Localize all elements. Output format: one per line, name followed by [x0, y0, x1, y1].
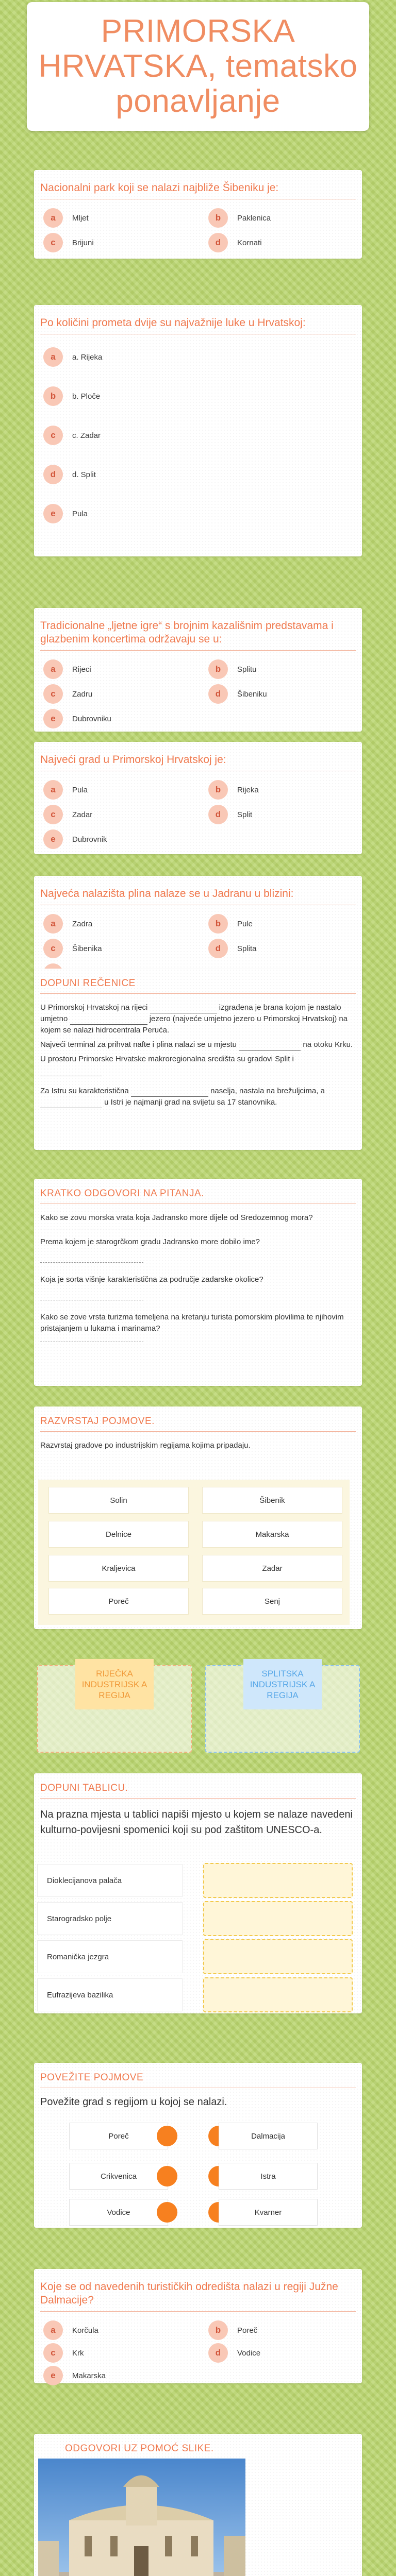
table-instruction: Na prazna mjesta u tablici napiši mjesto u kojem se nalaze navedeni kulturno-povijesni spomenici koji su pod zaštitom UNESCO-a. [40, 1809, 353, 1836]
option-b[interactable]: b Poreč [208, 2320, 257, 2341]
sort-item[interactable]: Zadar [202, 1555, 342, 1582]
match-left-item[interactable]: Poreč [69, 2123, 168, 2149]
question-block-6 [34, 2269, 362, 2383]
option-a[interactable]: a Mljet [43, 208, 89, 228]
match-left-item[interactable]: Vodice [69, 2199, 168, 2226]
short-question-4: Kako se zove vrsta turizma temeljena na kretanju turista pomorskim plovilima te njihovim pristajanjem u lukama i marinama? [40, 1313, 344, 1333]
option-d[interactable]: d Kornati [208, 232, 262, 253]
short-question-1: Kako se zovu morska vrata koja Jadransko more dijele od Sredozemnog mora? [40, 1213, 313, 1222]
option-e[interactable]: e Pula [43, 503, 88, 524]
answer-field[interactable] [40, 1262, 143, 1263]
option-a[interactable]: a Zadra [43, 913, 92, 934]
section-header: POVEŽITE POJMOVE [40, 2072, 144, 2083]
option-b[interactable]: b Pule [208, 913, 253, 934]
photo-question-block-1 [34, 2434, 362, 2576]
table-answer-input[interactable] [203, 1977, 353, 2012]
match-right-item[interactable]: Kvarner [219, 2199, 318, 2226]
sort-item[interactable]: Solin [48, 1487, 189, 1514]
question-text: Koje se od navedenih turističkih odredišta nalazi u regiji Južne Dalmacije? [40, 2281, 338, 2306]
divider [40, 1798, 356, 1799]
bucket-label: RIJEČKA INDUSTRIJSK A REGIJA [75, 1659, 154, 1709]
match-instruction: Povežite grad s regijom u kojoj se nalazi. [40, 2096, 227, 2108]
option-d[interactable]: d Splita [208, 938, 257, 959]
sort-block [34, 1406, 362, 1629]
bucket-label: SPLITSKA INDUSTRIJSK A REGIJA [243, 1659, 322, 1709]
option-b[interactable]: b b. Ploče [43, 386, 100, 406]
section-header: RAZVRSTAJ POJMOVE. [40, 1416, 155, 1427]
option-c[interactable]: c Zadru [43, 684, 92, 704]
question-text: Po količini prometa dvije su najvažnije luke u Hrvatskoj: [40, 317, 306, 329]
section-header: DOPUNI REČENICE [40, 978, 136, 989]
table-row: Starogradsko polje [37, 1901, 353, 1936]
sort-item[interactable]: Poreč [48, 1588, 189, 1615]
divider [40, 650, 356, 651]
question-block-3 [34, 608, 362, 732]
blank-input[interactable] [131, 1096, 208, 1097]
option-a[interactable]: a Rijeci [43, 659, 91, 680]
question-block-1 [34, 170, 362, 259]
option-e[interactable]: e Makarska [43, 2365, 106, 2386]
option-a[interactable]: a Korčula [43, 2320, 98, 2341]
short-question-2: Prema kojem je starogrčkom gradu Jadransko more dobilo ime? [40, 1238, 260, 1246]
option-d[interactable]: d d. Split [43, 464, 96, 485]
cloze-sentence-4: Za Istru su karakteristična naselja, nastala na brežuljcima, a u Istri je najmanji grad na svijetu sa 17 stanovnika. [40, 1086, 356, 1108]
cathedral-photo [38, 2459, 245, 2576]
match-right-item[interactable]: Istra [219, 2163, 318, 2190]
cloze-sentence-3: U prostoru Primorske Hrvatske makroregionalna središta su gradovi Split i [40, 1054, 356, 1076]
divider [40, 993, 356, 994]
cloze-sentence-1: U Primorskoj Hrvatskoj na rijeci izgrađena je brana kojom je nastalo umjetno jezero (najveće umjetno jezero u Primorskoj Hrvatskoj) na kojem se nalazi hidrocentrala Peruća. [40, 1003, 348, 1035]
blank-input[interactable] [70, 1024, 147, 1025]
match-right-item[interactable]: Dalmacija [219, 2123, 318, 2149]
table-row: Romanička jezgra [37, 1939, 353, 1974]
option-e[interactable]: e Dubrovnik [43, 829, 107, 850]
sort-instruction: Razvrstaj gradove po industrijskim regijama kojima pripadaju. [40, 1441, 251, 1450]
table-answer-input[interactable] [203, 1939, 353, 1974]
option-b[interactable]: b Splitu [208, 659, 257, 680]
short-answer-block [34, 1179, 362, 1386]
divider [40, 2311, 356, 2312]
option-b[interactable]: b Paklenica [208, 208, 271, 228]
matching-block [34, 2063, 362, 2228]
sort-item[interactable]: Senj [202, 1588, 342, 1615]
option-c[interactable]: c c. Zadar [43, 425, 101, 446]
drop-zone-rijeka[interactable] [37, 1665, 192, 1753]
match-connector[interactable] [157, 2166, 177, 2187]
table-row: Dioklecijanova palača [37, 1863, 353, 1898]
match-connector[interactable] [157, 2202, 177, 2223]
divider [40, 1431, 356, 1432]
option-c[interactable]: c Krk [43, 2343, 84, 2363]
fill-blanks-block [34, 969, 362, 1150]
table-answer-input[interactable] [203, 1901, 353, 1936]
option-b[interactable]: b Rijeka [208, 779, 259, 800]
cloze-sentence-2: Najveći terminal za prihvat nafte i plina nalazi se u mjestu na otoku Krku. [40, 1039, 356, 1050]
sort-item[interactable]: Delnice [48, 1521, 189, 1548]
question-text: Tradicionalne „ljetne igre“ s brojnim kazališnim predstavama i glazbenim koncertima održavaju se u: [40, 620, 334, 645]
page-title: PRIMORSKA HRVATSKA, tematsko ponavljanje [38, 13, 358, 119]
option-e[interactable]: e Dubrovniku [43, 708, 111, 729]
match-connector[interactable] [157, 2126, 177, 2146]
sort-item[interactable]: Šibenik [202, 1487, 342, 1514]
option-a[interactable]: a Pula [43, 779, 88, 800]
section-header: DOPUNI TABLICU. [40, 1783, 128, 1793]
drop-zone-split[interactable] [205, 1665, 360, 1753]
option-c[interactable]: c Zadar [43, 804, 92, 825]
option-c[interactable]: c Brijuni [43, 232, 94, 253]
short-question-3: Koja je sorta višnje karakteristična za područje zadarske okolice? [40, 1275, 263, 1284]
option-c[interactable]: c Šibenika [43, 938, 102, 959]
question-text: Nacionalni park koji se nalazi najbliže Šibeniku je: [40, 182, 279, 194]
table-answer-input[interactable] [203, 1863, 353, 1898]
table-block [34, 1773, 362, 2013]
question-block-2 [34, 305, 362, 556]
section-header: ODGOVORI UZ POMOĆ SLIKE. [65, 2443, 214, 2454]
title-card [27, 2, 369, 131]
section-header: KRATKO ODGOVORI NA PITANJA. [40, 1188, 204, 1199]
option-d[interactable]: d Split [208, 804, 252, 825]
option-d[interactable]: d Šibeniku [208, 684, 267, 704]
question-block-4 [34, 742, 362, 854]
match-left-item[interactable]: Crikvenica [69, 2163, 168, 2190]
table-row: Eufrazijeva bazilika [37, 1977, 353, 2012]
option-d[interactable]: d Vodice [208, 2343, 260, 2363]
option-a[interactable]: a a. Rijeka [43, 347, 102, 367]
sort-item[interactable]: Kraljevica [48, 1555, 189, 1582]
question-text: Najveća nalazišta plina nalaze se u Jadranu u blizini: [40, 888, 294, 900]
question-text: Najveći grad u Primorskoj Hrvatskoj je: [40, 754, 226, 766]
sort-item[interactable]: Makarska [202, 1521, 342, 1548]
